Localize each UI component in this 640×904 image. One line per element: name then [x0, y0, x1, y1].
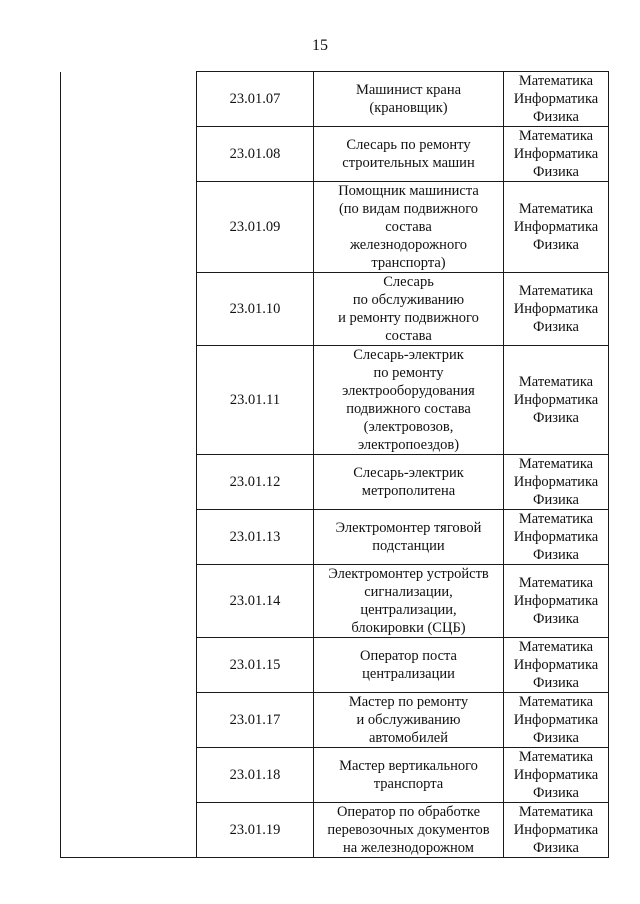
- exam-subject-line: Физика: [533, 237, 579, 253]
- exam-subject-line: Математика: [518, 201, 594, 217]
- specialty-name-line: Электромонтер тяговой: [335, 520, 482, 536]
- exam-subject-line: Информатика: [513, 529, 599, 545]
- specialty-name-line: Мастер вертикального: [339, 758, 478, 774]
- specialty-name-cell: [314, 803, 504, 858]
- specialties-table: [60, 71, 609, 858]
- specialty-name-cell: [314, 693, 504, 748]
- specialty-name-line: (крановщик): [369, 100, 448, 116]
- exam-subject-line: Физика: [533, 730, 579, 746]
- specialty-name-cell: [314, 346, 504, 455]
- specialty-name-line: строительных машин: [342, 155, 475, 171]
- specialty-code-cell: 23.01.07: [197, 72, 314, 127]
- specialty-code-cell: 23.01.08: [197, 127, 314, 182]
- exam-subject-line: Физика: [533, 492, 579, 508]
- specialty-name-line: Электромонтер устройств: [328, 566, 489, 582]
- exam-subjects-cell: [504, 748, 609, 803]
- exam-subject-line: Математика: [518, 694, 594, 710]
- specialty-name-line: на железнодорожном: [343, 840, 474, 856]
- exam-subject-line: Информатика: [513, 301, 599, 317]
- table-body: [61, 72, 609, 858]
- specialty-name-line: электропоездов): [357, 437, 460, 453]
- exam-subject-line: Информатика: [513, 712, 599, 728]
- exam-subjects-cell: [504, 346, 609, 455]
- specialty-name-cell: [314, 182, 504, 273]
- specialty-name-line: и обслуживанию: [356, 712, 461, 728]
- specialty-name-cell: [314, 638, 504, 693]
- specialty-name-line: подвижного состава: [346, 401, 471, 417]
- exam-subjects-cell: [504, 638, 609, 693]
- specialty-name-line: по обслуживанию: [352, 292, 465, 308]
- specialty-name-line: Слесарь-электрик: [353, 465, 464, 481]
- specialty-name-line: транспорта: [373, 776, 444, 792]
- exam-subjects-cell: [504, 72, 609, 127]
- exam-subject-line: Математика: [518, 639, 594, 655]
- specialty-name-cell: [314, 565, 504, 638]
- specialty-code-cell: 23.01.14: [197, 565, 314, 638]
- exam-subject-line: Математика: [518, 804, 594, 820]
- specialty-name-line: перевозочных документов: [327, 822, 490, 838]
- exam-subjects-cell: [504, 273, 609, 346]
- exam-subjects-cell: [504, 510, 609, 565]
- exam-subject-line: Физика: [533, 109, 579, 125]
- specialty-name-cell: [314, 72, 504, 127]
- page-number: 15: [312, 37, 328, 54]
- exam-subject-line: Математика: [518, 128, 594, 144]
- exam-subject-line: Информатика: [513, 822, 599, 838]
- specialty-name-line: состава: [385, 328, 432, 344]
- exam-subject-line: Физика: [533, 547, 579, 563]
- specialty-name-line: Оператор по обработке: [336, 804, 481, 820]
- specialty-code-cell: 23.01.18: [197, 748, 314, 803]
- specialty-name-cell: [314, 127, 504, 182]
- specialty-code-cell: 23.01.09: [197, 182, 314, 273]
- specialty-code-cell: 23.01.17: [197, 693, 314, 748]
- specialty-name-line: железнодорожного: [349, 237, 468, 253]
- exam-subject-line: Физика: [533, 840, 579, 856]
- specialty-name-line: автомобилей: [368, 730, 449, 746]
- exam-subject-line: Математика: [518, 374, 594, 390]
- exam-subject-line: Математика: [518, 575, 594, 591]
- table-row: [61, 72, 609, 127]
- specialty-name-line: Помощник машиниста: [338, 183, 479, 199]
- exam-subject-line: Математика: [518, 283, 594, 299]
- exam-subject-line: Информатика: [513, 474, 599, 490]
- specialty-name-cell: [314, 273, 504, 346]
- specialty-code-cell: 23.01.11: [197, 346, 314, 455]
- exam-subject-line: Информатика: [513, 392, 599, 408]
- specialty-code-cell: 23.01.10: [197, 273, 314, 346]
- specialty-name-line: и ремонту подвижного: [338, 310, 479, 326]
- specialty-name-line: (по видам подвижного: [338, 201, 479, 217]
- exam-subject-line: Математика: [518, 749, 594, 765]
- exam-subject-line: Математика: [518, 73, 594, 89]
- specialty-name-line: Слесарь: [383, 274, 434, 290]
- exam-subject-line: Информатика: [513, 767, 599, 783]
- exam-subjects-cell: [504, 565, 609, 638]
- specialty-name-line: централизации: [362, 666, 455, 682]
- specialty-name-line: электрооборудования: [342, 383, 475, 399]
- specialty-name-line: Слесарь по ремонту: [346, 137, 471, 153]
- specialty-code-cell: 23.01.19: [197, 803, 314, 858]
- exam-subject-line: Информатика: [513, 219, 599, 235]
- specialty-name-line: Оператор поста: [359, 648, 457, 664]
- exam-subject-line: Физика: [533, 611, 579, 627]
- exam-subject-line: Физика: [533, 675, 579, 691]
- exam-subjects-cell: [504, 803, 609, 858]
- exam-subjects-cell: [504, 693, 609, 748]
- specialty-name-line: Мастер по ремонту: [348, 694, 469, 710]
- specialty-name-line: Машинист крана: [355, 82, 462, 98]
- specialty-name-line: состава: [385, 219, 432, 235]
- specialty-name-cell: [314, 455, 504, 510]
- specialty-name-line: транспорта): [371, 255, 446, 271]
- specialty-name-line: метрополитена: [361, 483, 456, 499]
- specialty-code-cell: 23.01.15: [197, 638, 314, 693]
- exam-subject-line: Физика: [533, 319, 579, 335]
- exam-subject-line: Информатика: [513, 91, 599, 107]
- specialty-code-cell: 23.01.13: [197, 510, 314, 565]
- exam-subject-line: Информатика: [513, 146, 599, 162]
- specialty-name-line: подстанции: [372, 538, 445, 554]
- merged-first-column-cell: [61, 72, 197, 858]
- exam-subject-line: Информатика: [513, 657, 599, 673]
- specialty-code-cell: 23.01.12: [197, 455, 314, 510]
- specialty-name-line: Слесарь-электрик: [353, 347, 464, 363]
- exam-subjects-cell: [504, 455, 609, 510]
- exam-subjects-cell: [504, 182, 609, 273]
- exam-subject-line: Физика: [533, 785, 579, 801]
- exam-subjects-cell: [504, 127, 609, 182]
- specialty-name-line: по ремонту: [373, 365, 444, 381]
- specialty-name-cell: [314, 510, 504, 565]
- exam-subject-line: Математика: [518, 511, 594, 527]
- specialty-name-cell: [314, 748, 504, 803]
- exam-subject-line: Математика: [518, 456, 594, 472]
- exam-subject-line: Физика: [533, 164, 579, 180]
- exam-subject-line: Физика: [533, 410, 579, 426]
- specialty-name-line: сигнализации,: [364, 584, 453, 600]
- specialty-name-line: блокировки (СЦБ): [351, 620, 466, 636]
- specialty-name-line: (электровозов,: [363, 419, 454, 435]
- specialty-name-line: централизации,: [360, 602, 457, 618]
- exam-subject-line: Информатика: [513, 593, 599, 609]
